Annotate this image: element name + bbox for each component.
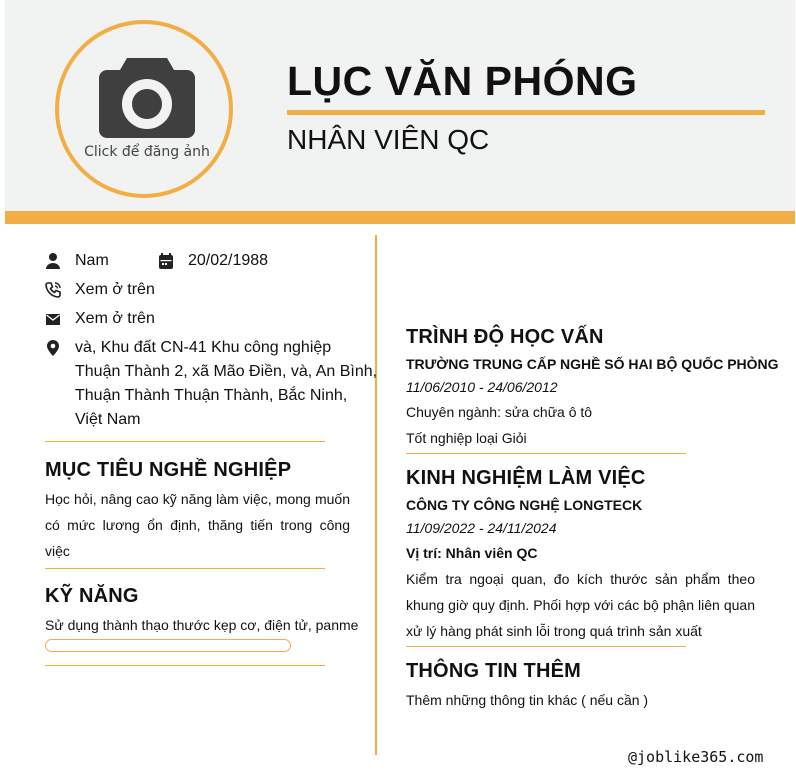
- education-dates: 11/06/2010 - 24/06/2012: [406, 379, 558, 395]
- objective-line: việc: [45, 543, 70, 559]
- avatar-upload[interactable]: [55, 20, 233, 198]
- objective-text: [45, 486, 350, 564]
- phone-row: [45, 278, 155, 302]
- address-line: và, Khu đất CN-41 Khu công nghiệp: [75, 339, 332, 356]
- objective-heading: MỤC TIÊU NGHỀ NGHIỆP: [45, 459, 292, 481]
- header-accent-bar: [5, 211, 795, 224]
- birthdate-value: 20/02/1988: [188, 252, 269, 269]
- gender-value: Nam: [75, 252, 109, 269]
- address-row: [45, 336, 377, 432]
- education-grade: Tốt nghiệp loại Giỏi: [406, 430, 527, 446]
- map-pin-icon: [45, 339, 61, 357]
- experience-position: Vị trí: Nhân viên QC: [406, 545, 538, 561]
- objective-line: có mức lương ổn định, thăng tiến trong công: [45, 517, 350, 533]
- skills-heading: KỸ NĂNG: [45, 585, 139, 607]
- experience-line: khung giờ quy định. Phối hợp với các bộ phận liên quan: [406, 597, 755, 613]
- calendar-icon: [158, 252, 174, 270]
- experience-description: [406, 566, 755, 644]
- skill-level-bar: [45, 639, 291, 652]
- avatar-caption: Click để đăng ảnh: [84, 144, 210, 160]
- section-divider: [45, 568, 325, 569]
- job-title: NHÂN VIÊN QC: [287, 124, 490, 155]
- phone-value: Xem ở trên: [75, 281, 155, 298]
- education-school: TRƯỜNG TRUNG CẤP NGHỀ SỐ HAI BỘ QUỐC PHÒNG: [406, 356, 779, 372]
- gender-row: [45, 249, 109, 273]
- address-line: Việt Nam: [75, 411, 141, 428]
- experience-line: Kiểm tra ngoại quan, đo kích thước sản phẩm theo: [406, 571, 755, 587]
- envelope-icon: [45, 310, 61, 328]
- skill-item: Sử dụng thành thạo thước kẹp cơ, điện tử, panme: [45, 617, 359, 633]
- experience-heading: KINH NGHIỆM LÀM VIỆC: [406, 467, 646, 489]
- candidate-name: LỤC VĂN PHÓNG: [287, 58, 638, 104]
- experience-line: xử lý hàng phát sinh lỗi trong quá trình sản xuất: [406, 623, 702, 639]
- address-value: [75, 336, 377, 432]
- birthdate-row: [158, 249, 268, 273]
- additional-text: Thêm những thông tin khác ( nếu cần ): [406, 692, 649, 708]
- section-divider: [406, 453, 686, 454]
- section-divider: [406, 646, 686, 647]
- additional-heading: THÔNG TIN THÊM: [406, 660, 582, 682]
- education-major: Chuyên ngành: sửa chữa ô tô: [406, 404, 593, 420]
- footer-watermark: @joblike365.com: [628, 748, 764, 766]
- email-row: [45, 307, 155, 331]
- experience-dates: 11/09/2022 - 24/11/2024: [406, 520, 557, 536]
- education-heading: TRÌNH ĐỘ HỌC VẤN: [406, 326, 604, 348]
- user-icon: [45, 252, 61, 270]
- email-value: Xem ở trên: [75, 310, 155, 327]
- experience-company: CÔNG TY CÔNG NGHỆ LONGTECK: [406, 497, 643, 513]
- phone-icon: [45, 281, 61, 299]
- address-line: Thuận Thành Thuận Thành, Bắc Ninh,: [75, 387, 348, 404]
- section-divider: [45, 441, 325, 442]
- camera-icon: [97, 54, 197, 140]
- objective-line: Học hỏi, nâng cao kỹ năng làm việc, mong muốn: [45, 491, 350, 507]
- address-line: Thuận Thành 2, xã Mão Điền, và, An Bình,: [75, 363, 378, 380]
- name-underline: [287, 110, 765, 115]
- column-divider: [375, 235, 377, 755]
- section-divider: [45, 665, 325, 666]
